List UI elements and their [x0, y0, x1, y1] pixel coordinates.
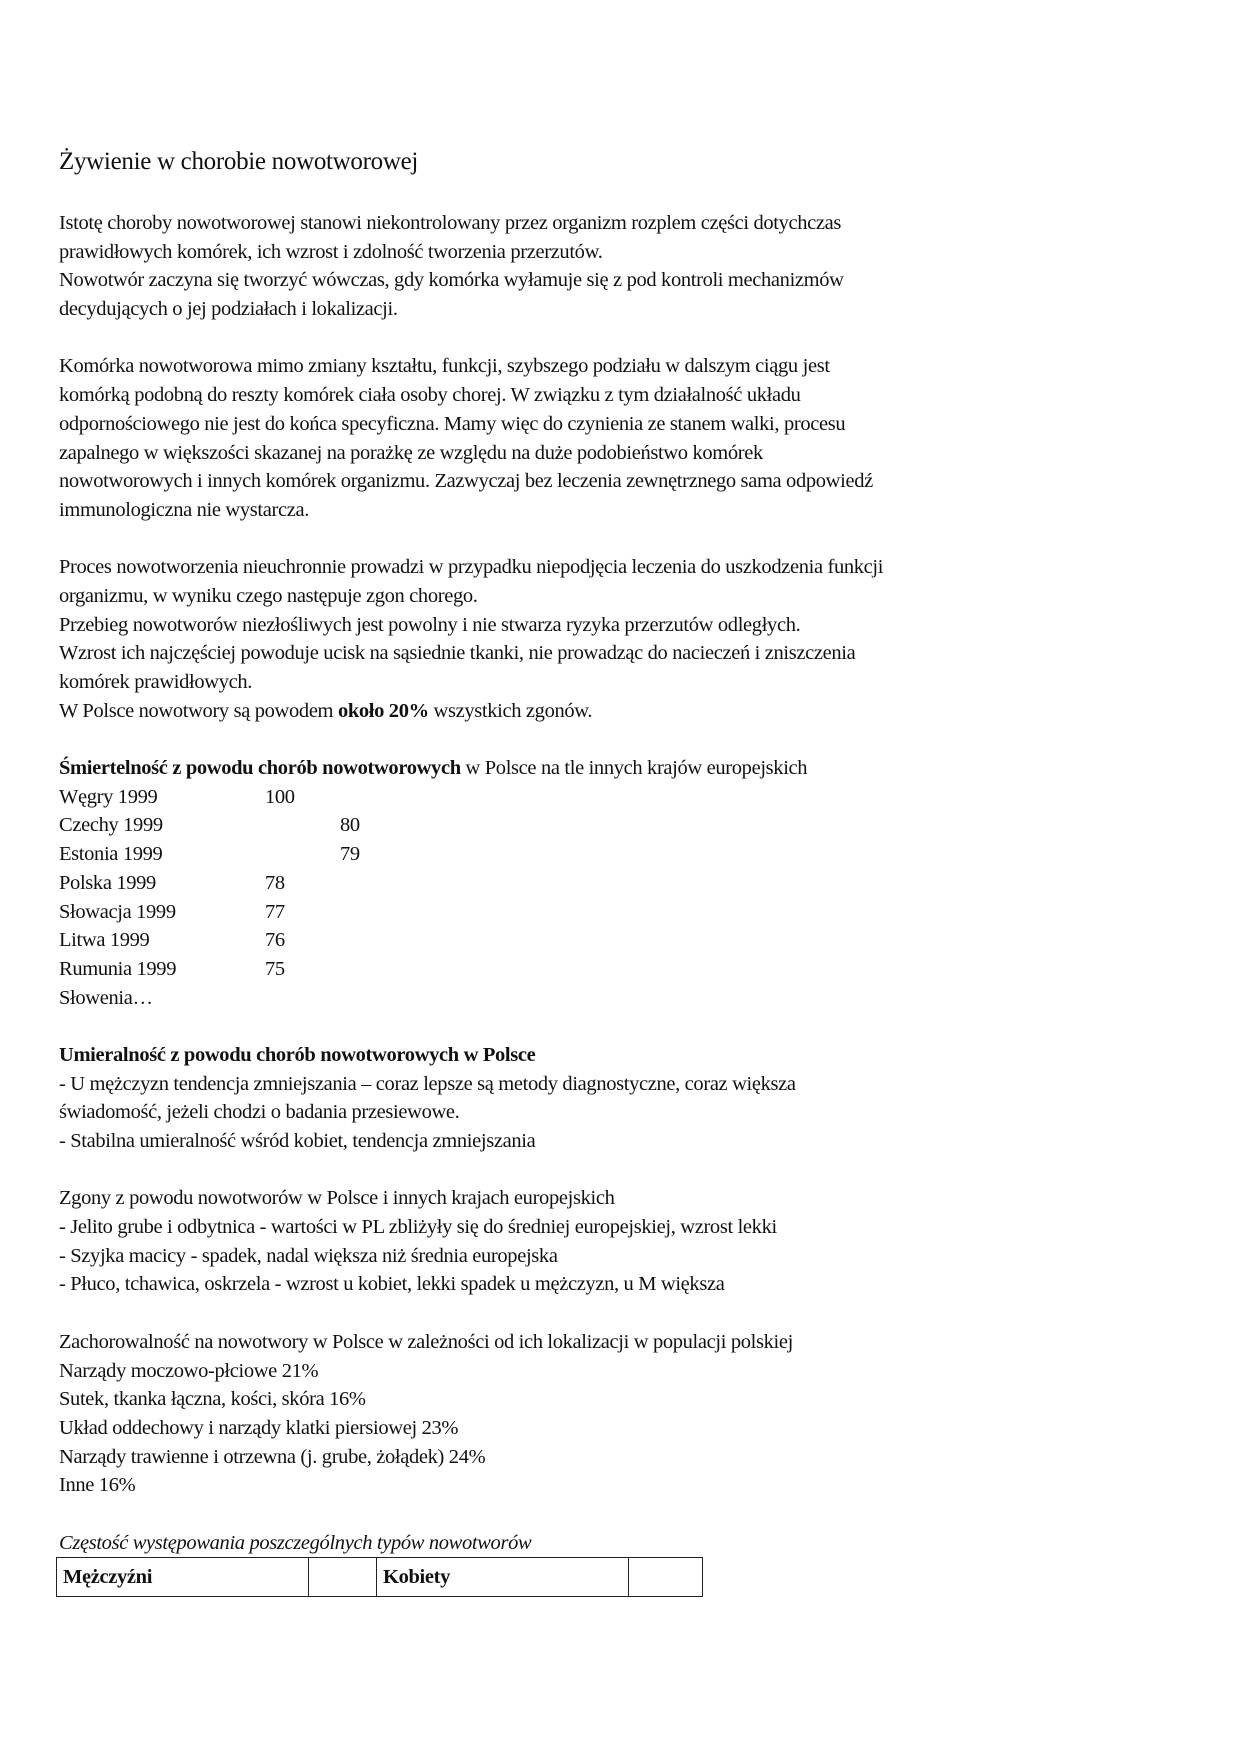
document-title: Żywienie w chorobie nowotworowej — [59, 148, 419, 175]
text-line: komórek prawidłowych. — [59, 671, 253, 693]
text-line: immunologiczna nie wystarcza. — [59, 498, 309, 521]
heading-bold: Umieralność z powodu chorób nowotworowych w Polsce — [59, 1043, 536, 1066]
text-line: Istotę choroby nowotworowej stanowi niekontrolowany przez organizm rozplem części dotychczas — [59, 212, 842, 234]
text-line: zapalnego w większości skazanej na porażkę ze względu na duże podobieństwo komórek — [59, 441, 763, 464]
country: Estonia 1999 — [59, 843, 163, 866]
value: 75 — [265, 957, 285, 980]
text-line: Inne 16% — [59, 1474, 136, 1497]
header-women: Kobiety — [377, 1558, 629, 1597]
document-body — [59, 209, 883, 1597]
text-line: Komórka nowotworowa mimo zmiany kształtu, funkcji, szybszego podziału w dalszym ciągu jest — [59, 355, 830, 378]
heading-rest: w Polsce na tle innych krajów europejskich — [460, 757, 808, 780]
mortality-row — [59, 811, 883, 840]
text-line: Nowotwór zaczyna się tworzyć wówczas, gdy komórka wyłamuje się z pod kontroli mechanizmów — [59, 269, 844, 292]
heading-bold: Śmiertelność z powodu chorób nowotworowych — [59, 757, 461, 780]
emphasis: około 20% — [337, 699, 429, 722]
mortality-row — [59, 898, 883, 927]
text-line: organizmu, w wyniku czego następuje zgon chorego. — [59, 584, 478, 607]
text-line: - Płuco, tchawica, oskrzela - wzrost u kobiet, lekki spadek u mężczyzn, u M większa — [59, 1273, 725, 1296]
text: W Polsce nowotwory są powodem — [59, 699, 338, 722]
text-line: - Stabilna umieralność wśród kobiet, tendencja zmniejszania — [59, 1130, 536, 1152]
incidence-heading: Zachorowalność na nowotwory w Polsce w zależności od ich lokalizacji w populacji polskiej — [59, 1330, 793, 1353]
death-rate-heading — [59, 1041, 883, 1070]
mortality-heading — [59, 754, 883, 783]
mortality-row — [59, 783, 883, 812]
value: 79 — [340, 843, 360, 866]
mortality-row — [59, 840, 883, 869]
country: Rumunia 1999 — [59, 957, 177, 980]
text-line: nowotworowych i innych komórek organizmu. Zazwyczaj bez leczenia zewnętrznego sama odpowiedź — [59, 470, 873, 493]
text-line: Słowenia… — [59, 986, 153, 1009]
header-men: Mężczyźni — [57, 1558, 309, 1597]
text-line: Proces nowotworzenia nieuchronnie prowadzi w przypadku niepodjęcia leczenia do uszkodzenia funkcji — [59, 556, 884, 579]
deaths-heading: Zgony z powodu nowotworów w Polsce i innych krajach europejskich — [59, 1187, 615, 1210]
table-header-row — [57, 1558, 703, 1597]
text-line: świadomość, jeżeli chodzi o badania przesiewowe. — [59, 1101, 460, 1124]
text-line: Układ oddechowy i narządy klatki piersiowej 23% — [59, 1416, 459, 1439]
text-line: decydujących o jej podziałach i lokalizacji. — [59, 298, 398, 321]
text-line: Sutek, tkanka łączna, kości, skóra 16% — [59, 1388, 366, 1411]
text-line: odpornościowego nie jest do końca specyficzna. Mamy więc do czynienia ze stanem walki, procesu — [59, 412, 846, 435]
text: wszystkich zgonów. — [428, 699, 593, 722]
mortality-row — [59, 955, 883, 984]
country: Polska 1999 — [59, 871, 156, 894]
value: 78 — [265, 871, 285, 894]
text-line: komórką podobną do reszty komórek ciała osoby chorej. W związku z tym działalność układu — [59, 384, 801, 407]
text-line: - U mężczyzn tendencja zmniejszania – coraz lepsze są metody diagnostyczne, coraz większa — [59, 1072, 796, 1095]
mortality-row — [59, 926, 883, 955]
mortality-row — [59, 869, 883, 898]
text-line: - Szyjka macicy - spadek, nadal większa niż średnia europejska — [59, 1244, 558, 1267]
frequency-heading: Częstość występowania poszczególnych typów nowotworów — [59, 1531, 532, 1554]
text-line: Narządy trawienne i otrzewna (j. grube, żołądek) 24% — [59, 1445, 486, 1468]
text-line — [59, 697, 883, 726]
frequency-table — [56, 1557, 703, 1597]
country: Litwa 1999 — [59, 929, 150, 952]
text-line: - Jelito grube i odbytnica - wartości w PL zbliżyły się do średniej europejskiej, wzrost lekki — [59, 1216, 777, 1239]
header-cell — [309, 1558, 377, 1597]
text-line: prawidłowych komórek, ich wzrost i zdolność tworzenia przerzutów. — [59, 240, 603, 263]
country: Słowacja 1999 — [59, 900, 176, 923]
country: Węgry 1999 — [59, 785, 158, 808]
value: 100 — [265, 785, 295, 808]
header-cell — [629, 1558, 703, 1597]
value: 80 — [340, 814, 360, 837]
text-line: Wzrost ich najczęściej powoduje ucisk na sąsiednie tkanki, nie prowadząc do nacieczeń i zniszczenia — [59, 642, 856, 665]
country: Czechy 1999 — [59, 814, 163, 837]
value: 76 — [265, 929, 285, 952]
text-line: Przebieg nowotworów niezłośliwych jest powolny i nie stwarza ryzyka przerzutów odległych. — [59, 613, 801, 636]
value: 77 — [265, 900, 285, 923]
text-line: Narządy moczowo-płciowe 21% — [59, 1359, 319, 1382]
